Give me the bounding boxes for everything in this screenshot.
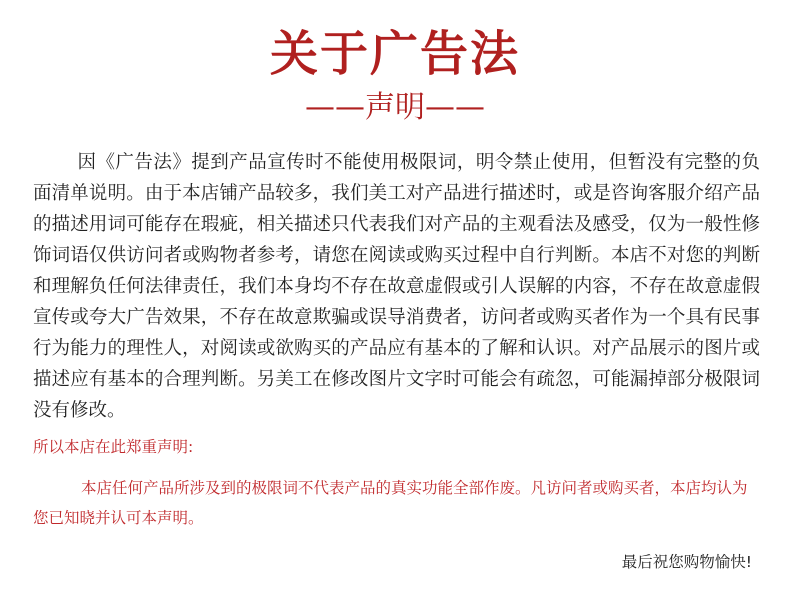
closing-text: 最后祝您购物愉快! xyxy=(621,553,752,571)
disclaimer-text: 因《广告法》提到产品宣传时不能使用极限词，明令禁止使用，但暂没有完整的负面清单说明。由于本店铺产品较多，我们美工对产品进行描述时，或是咨询客服介绍产品的描述用词可能存在瑕疵，相关描述只代表我们对产品的主观看法及感受，仅为一般性修饰词语仅供访问者或购物者参考，请您在阅读或购买过程中自行判断。本店不对您的判断和理解负任何法律责任，我们本身均不存在故意虚假或引人误解的内容，不存在故意虚假宣传或夸大广告效果，不存在故意欺骗或误导消费者，访问者或购买者作为一个具有民事行为能力的理性人，对阅读或欲购买的产品应有基本的了解和认识。对产品展示的图片或描述应有基本的合理判断。另美工在修改图片文字时可能会有疏忽，可能漏掉部分极限词没有修改。 xyxy=(33,152,760,421)
page-title: 关于广告法 xyxy=(269,26,520,82)
notice-body xyxy=(33,473,758,533)
page-subtitle: ——声明—— xyxy=(305,90,485,125)
notice-heading: 所以本店在此郑重声明: xyxy=(33,438,194,456)
notice-body-text: 本店任何产品所涉及到的极限词不代表产品的真实功能全部作废。凡访问者或购买者，本店均认为您已知晓并认可本声明。 xyxy=(33,479,748,527)
disclaimer-paragraph xyxy=(33,147,760,426)
